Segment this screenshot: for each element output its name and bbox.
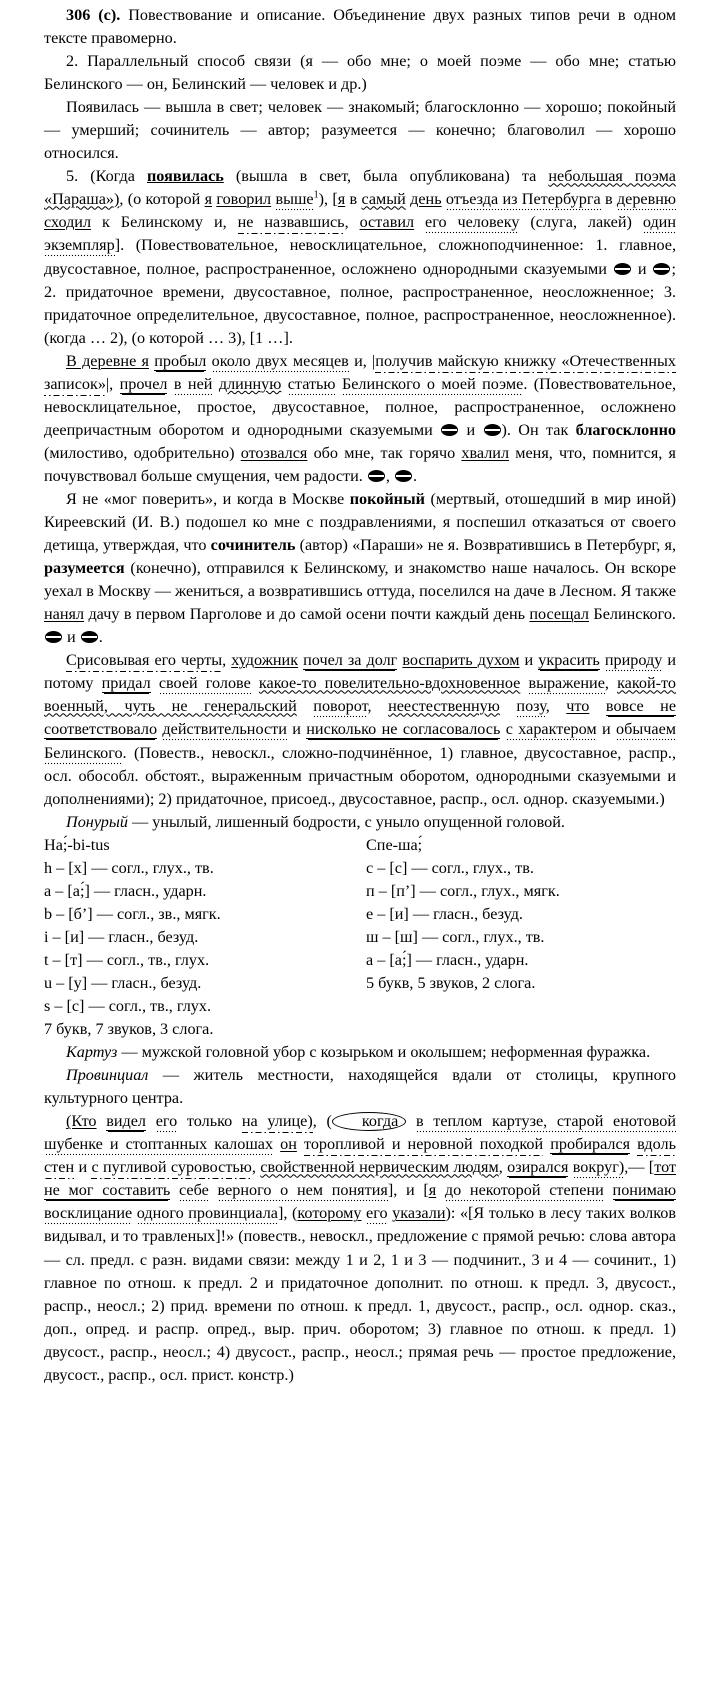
seg-text bbox=[500, 697, 517, 715]
phonetic-summary-left: 7 букв, 7 звуков, 3 слога. bbox=[44, 1020, 214, 1039]
seg-double-underline: почел за долг bbox=[303, 651, 398, 670]
seg-solid-underline: которому bbox=[297, 1204, 362, 1223]
seg-solid-underline: воспарить духом bbox=[402, 651, 520, 670]
seg-text: и bbox=[459, 420, 483, 439]
seg-solid-underline: сходил bbox=[44, 213, 92, 232]
seg-solid-underline: нанял bbox=[44, 605, 85, 624]
seg-double-underline: видел bbox=[106, 1112, 147, 1131]
seg-bold-poyavilas: появилась bbox=[146, 167, 224, 186]
seg-text: , bbox=[604, 674, 618, 693]
seg-dotted-underline: своей голове bbox=[159, 674, 251, 695]
seg-bold-razumeetsya: разумеется bbox=[44, 559, 125, 578]
seg-solid-underline: я bbox=[337, 190, 346, 209]
predicate-symbol-icon bbox=[81, 631, 98, 643]
seg-text: дачу в первом Парголове и до самой осени почти каждый день bbox=[84, 605, 530, 624]
seg-dotted-underline: Белинского о моей поэме bbox=[342, 375, 523, 396]
seg-text: (вышла в свет, была опубликована) та bbox=[223, 167, 549, 186]
seg-text: в bbox=[600, 190, 617, 209]
seg-text: и, | bbox=[348, 351, 376, 370]
predicate-symbol-icon bbox=[45, 631, 62, 643]
seg-text: , bbox=[222, 651, 232, 670]
seg-text bbox=[206, 352, 211, 370]
phonetic-line: е – [и] — гласн., безуд. bbox=[366, 904, 523, 923]
seg-solid-underline: отозвался bbox=[240, 443, 308, 462]
seg-dashdot-underline: Срисовывая его черты bbox=[66, 651, 222, 672]
seg-wavy-underline: свойственной нервическим людям bbox=[260, 1158, 499, 1177]
seg-dotted-underline: в ней bbox=[174, 375, 213, 396]
phonetic-line: a – [а;́] — гласн., ударн. bbox=[44, 881, 207, 900]
seg-dotted-underline: верного о нем понятия bbox=[218, 1181, 388, 1202]
seg-dotted-underline: в теплом картузе, старой енотовой шубенке и стоптанных калошах bbox=[44, 1112, 676, 1156]
seg-text: в bbox=[345, 190, 362, 209]
seg-dashdot-underline: получив майскую книжку «Отечественных записок» bbox=[44, 352, 676, 396]
seg-text: , bbox=[367, 697, 389, 716]
definition-text: — мужской головной убор с козырьком и околышем; неформенная фуражка. bbox=[117, 1043, 651, 1062]
seg-solid-underline: художник bbox=[231, 651, 299, 670]
paragraph-kto-videl-analysis bbox=[44, 1110, 676, 1387]
paragraph-ya-ne-mog-poverit bbox=[44, 488, 676, 649]
seg-text: ]. (Повествовательное, невосклицательное, сложноподчиненное: 1. главное, двусоставное, полное, распространенное, осложнено однородными сказуемыми bbox=[44, 236, 676, 278]
seg-solid-underline: что bbox=[566, 697, 590, 716]
seg-solid-underline: говорил bbox=[216, 190, 272, 209]
seg-text: ). Он так bbox=[501, 420, 576, 439]
exercise-306-text: Повествование и описание. Объединение двух разных типов речи в одном тексте правомерно. bbox=[44, 6, 677, 48]
circled-word-kogda: когда bbox=[332, 1112, 406, 1131]
seg-text: , bbox=[545, 697, 567, 716]
seg-text: ], и [ bbox=[387, 1181, 429, 1200]
seg-dotted-underline: поворот bbox=[313, 697, 367, 718]
seg-double-underline: украсить bbox=[538, 651, 600, 670]
seg-text bbox=[170, 1181, 179, 1199]
phonetic-line: а – [а;́] — гласн., ударн. bbox=[366, 950, 529, 969]
seg-dotted-underline: с характером bbox=[506, 720, 597, 741]
seg-dotted-underline: природу bbox=[605, 651, 662, 672]
seg-text bbox=[406, 1112, 416, 1130]
seg-wavy-underline: неестественную bbox=[388, 697, 500, 716]
paragraph-kartuz-definition bbox=[44, 1041, 676, 1064]
seg-text: ), [ bbox=[318, 190, 338, 209]
seg-dotted-underline: отъезда из Петербурга bbox=[446, 190, 601, 211]
seg-text: . (Повествовательное, невосклицательное, простое, двусоставное, полное, распространенное, осложнено деепричастным оборотом и однородными сказуемыми bbox=[44, 374, 677, 439]
seg-text: и bbox=[63, 628, 80, 647]
seg-double-underline: нисколько не согласовалось bbox=[306, 720, 501, 739]
phonetic-summary-right: 5 букв, 5 звуков, 2 слога. bbox=[366, 973, 536, 992]
seg-dotted-underline: себе bbox=[179, 1181, 209, 1202]
seg-text bbox=[436, 1181, 445, 1199]
paragraph-exercise-306 bbox=[44, 4, 676, 50]
seg-double-underline: не мог составить bbox=[44, 1181, 171, 1200]
seg-text bbox=[414, 213, 425, 231]
phonetic-column-right bbox=[366, 834, 676, 1041]
seg-text: (милостиво, одобрительно) bbox=[44, 443, 241, 462]
seg-solid-underline: посещал bbox=[529, 605, 589, 624]
seg-double-underline: озирался bbox=[507, 1158, 569, 1177]
seg-double-underline: пробирался bbox=[550, 1135, 631, 1154]
seg-dotted-underline: выше bbox=[275, 190, 313, 211]
seg-text: ], ( bbox=[278, 1204, 298, 1223]
paragraph-srisovyvaya bbox=[44, 649, 676, 810]
seg-text: Я не «мог поверить», и когда в Москве bbox=[66, 489, 350, 508]
seg-solid-underline: я bbox=[204, 190, 213, 209]
seg-text bbox=[209, 1181, 218, 1199]
seg-dotted-underline: позу bbox=[516, 697, 545, 718]
phonetic-line: s – [с] — согл., тв., глух. bbox=[44, 997, 212, 1016]
seg-wavy-underline: длинную bbox=[218, 374, 282, 393]
seg-dotted-underline: вокруг) bbox=[573, 1158, 625, 1179]
paragraph-point-2: 2. Параллельный способ связи (я — обо мне; о моей поэме — обо мне; статью Белинского — он, Белинский — человек и др.) bbox=[44, 52, 676, 94]
seg-text: ; 2. придаточное времени, двусоставное, полное, распространенное, неосложненное; 3. придаточное определительное, двусоставное, полное, распространенное, неосложненное). (когда … 2), (о которой … 3), [1 …]. bbox=[44, 259, 676, 347]
seg-text: ): «[Я только в лесу таких волков видывал, и то травленых]!» (повеств., невоскл., предложение с прямой речью: слова автора — сл. предл. с разн. видами связи: между 1 и 2, 1 и 3 — подчинит., 3 и 4 — сочинит., 1) главное по отнош. к предл. 2 и придаточное дополнит. по отнош. к предл. 3, двусост., распр., неосл.; 2) прид. времени по отнош. к предл. 1, двусост., распр., осл. однор. сказ., доп., опред. и распр. опред., выр. прич. оборотом; 3) главное по отнош. к предл. 1) двусост., распр., неосл.; 4) двусост., распр., неосл.; прямая речь — простое предложение, двусост., распр., осл. прист. констр.) bbox=[44, 1204, 677, 1384]
paragraph-provincial-definition bbox=[44, 1064, 676, 1110]
predicate-symbol-icon bbox=[441, 424, 458, 436]
seg-wavy-underline: какой-то военный, чуть не генеральский bbox=[44, 674, 677, 716]
phonetic-line: b – [б’] — согл., зв., мягк. bbox=[44, 904, 221, 923]
seg-text: только bbox=[177, 1112, 242, 1131]
phonetic-analysis-table bbox=[44, 834, 676, 1041]
paragraph-synonyms bbox=[44, 96, 676, 165]
headword-kartuz: Картуз bbox=[66, 1043, 118, 1062]
seg-dotted-underline: одного провинциала bbox=[137, 1204, 278, 1225]
seg-text: . bbox=[412, 466, 417, 485]
seg-text: , bbox=[344, 213, 360, 232]
seg-text: , ( bbox=[312, 1112, 332, 1131]
seg-text bbox=[297, 1135, 304, 1153]
seg-dotted-underline: около двух месяцев bbox=[212, 352, 349, 373]
seg-text: , (о которой bbox=[119, 190, 205, 209]
phonetic-headword-right: Спе-ша;́ bbox=[366, 835, 423, 854]
seg-solid-underline: день bbox=[410, 190, 442, 209]
seg-text bbox=[167, 375, 173, 393]
seg-text: и bbox=[74, 1158, 92, 1177]
seg-dashdot-underline: торопливой и неровной походкой bbox=[304, 1135, 543, 1156]
seg-text: и bbox=[631, 259, 653, 278]
phonetic-line: п – [п’] — согл., глух., мягк. bbox=[366, 881, 560, 900]
seg-text: , bbox=[251, 1158, 261, 1177]
synonyms-text: Появилась — вышла в свет; человек — знакомый; благосклонно — хорошо; покойный — умерший; сочинитель — автор; разумеется — конечно; благоволил — хорошо относился. bbox=[44, 98, 676, 163]
seg-solid-underline: он bbox=[280, 1135, 297, 1154]
seg-wavy-underline: какое-то повелительно-вдохновенное bbox=[258, 674, 521, 693]
seg-dotted-underline: действительности bbox=[162, 720, 286, 741]
definition-text: — житель местности, находящейся вдали от столицы, крупного культурного центра. bbox=[44, 1066, 676, 1108]
seg-bold-pokoynyy: покойный bbox=[349, 489, 425, 508]
phonetic-line: h – [x] — согл., глух., тв. bbox=[44, 858, 214, 877]
seg-text: ,— [ bbox=[624, 1158, 655, 1177]
seg-solid-underline: В деревне я bbox=[66, 351, 149, 370]
predicate-symbol-icon bbox=[653, 263, 670, 275]
seg-text bbox=[604, 1181, 613, 1199]
seg-text bbox=[146, 1112, 156, 1130]
seg-wavy-underline: небольшая поэма «Параша») bbox=[44, 167, 676, 209]
seg-solid-underline: я bbox=[428, 1181, 437, 1200]
seg-dashdot-underline: на улице) bbox=[242, 1112, 313, 1133]
seg-text: (мертвый, отошедший в мир иной) Киреевский (И. В.) подошел ко мне с поздравлениями, я поспешил отказаться от своего детища, утверждая, что bbox=[44, 489, 676, 555]
seg-text: |, bbox=[105, 374, 120, 393]
seg-dotted-underline: его человеку bbox=[425, 213, 519, 234]
seg-solid-underline: (Кто bbox=[66, 1112, 97, 1131]
seg-dotted-underline: выражение bbox=[528, 674, 604, 695]
seg-wavy-underline: самый bbox=[361, 190, 406, 209]
seg-text: (автор) «Параши» не я. Возвратившись в Петербург, я, bbox=[295, 536, 676, 555]
phonetic-line: с – [с] — согл., глух., тв. bbox=[366, 858, 534, 877]
seg-dotted-underline: до некоторой степени bbox=[445, 1181, 604, 1202]
seg-dashdot-underline: вдоль стен bbox=[44, 1135, 676, 1179]
seg-text: и bbox=[286, 720, 307, 739]
seg-text: к Белинскому и, bbox=[91, 213, 238, 232]
predicate-symbol-icon bbox=[614, 263, 631, 275]
footnote-marker: 1 bbox=[313, 189, 319, 201]
exercise-number: 306 (с). bbox=[66, 6, 121, 24]
seg-text: . bbox=[98, 628, 103, 647]
seg-double-underline: пробыл bbox=[154, 351, 207, 370]
seg-text: меня, что, помнится, я почувствовал больше смущения, чем радости. bbox=[44, 443, 676, 485]
seg-solid-underline: хвалил bbox=[461, 443, 510, 462]
seg-dotted-underline: статью bbox=[288, 375, 336, 396]
phonetic-line: i – [и] — гласн., безуд. bbox=[44, 927, 199, 946]
seg-text: обо мне, так горячо bbox=[307, 443, 462, 462]
paragraph-v-derevne bbox=[44, 350, 676, 488]
seg-text bbox=[151, 674, 159, 692]
seg-dotted-underline: деревню bbox=[617, 190, 676, 211]
seg-double-underline: придал bbox=[101, 674, 151, 693]
seg-text bbox=[251, 674, 259, 692]
seg-text: и потому bbox=[44, 651, 676, 693]
seg-bold-sochinitel: сочинитель bbox=[210, 536, 296, 555]
seg-dotted-underline: обычаем Белинского bbox=[44, 720, 676, 764]
seg-text: , bbox=[385, 466, 394, 485]
seg-text bbox=[297, 697, 314, 715]
seg-dashdot-underline: не назвавшись bbox=[238, 213, 345, 234]
phonetic-headword-left: На;́-bi-tus bbox=[44, 835, 110, 854]
seg-dotted-underline: его bbox=[156, 1112, 178, 1133]
seg-text: 5. (Когда bbox=[66, 167, 147, 186]
seg-dotted-underline: восклицание bbox=[44, 1204, 132, 1225]
predicate-symbol-icon bbox=[484, 424, 501, 436]
seg-solid-underline: указали bbox=[392, 1204, 446, 1223]
paragraph-ponuryy-definition bbox=[44, 811, 676, 834]
seg-text: (слуга, лакей) bbox=[519, 213, 643, 232]
seg-double-underline: прочел bbox=[119, 374, 168, 393]
seg-text: . (Повеств., невоскл., сложно-подчинённое, 1) главное, двусоставное, распр., осл. обособл. обстоят., выраженным причастным оборотом, однородными сказуемыми и дополнениями); 2) придаточное, присоед., двусоставное, распр., осл. однор. сказуемыми.) bbox=[44, 743, 676, 808]
seg-text bbox=[336, 375, 342, 393]
seg-bold-blagosklonno: благосклонно bbox=[575, 420, 676, 439]
seg-dashdot-underline: с пугливой суровостью bbox=[91, 1158, 251, 1179]
seg-text bbox=[281, 375, 287, 393]
phonetic-line: ш – [ш] — согл., глух., тв. bbox=[366, 927, 545, 946]
seg-double-underline: вовсе не соответствовало bbox=[44, 697, 677, 739]
seg-text: , bbox=[498, 1158, 508, 1177]
phonetic-line: t – [т] — согл., тв., глух. bbox=[44, 950, 210, 969]
seg-solid-underline: тот bbox=[654, 1158, 677, 1177]
definition-text: — унылый, лишенный бодрости, с уныло опущенной головой. bbox=[127, 812, 565, 831]
seg-text: и bbox=[596, 720, 617, 739]
seg-dotted-underline: его bbox=[366, 1204, 388, 1225]
phonetic-column-left bbox=[44, 834, 366, 1041]
seg-solid-underline: оставил bbox=[359, 213, 415, 232]
seg-text: (конечно), отправился к Белинскому, и знакомство наше началось. Он вскоре уехал в Москву — жениться, а возвратившись оттуда, поселился на даче в Лесном. Я также bbox=[44, 559, 676, 601]
phonetic-line: u – [у] — гласн., безуд. bbox=[44, 973, 202, 992]
headword-provincial: Провинциал bbox=[66, 1066, 149, 1085]
seg-text bbox=[589, 697, 606, 715]
seg-text: Белинского. bbox=[589, 605, 676, 624]
seg-dotted-underline: один экземпляр bbox=[44, 213, 676, 257]
paragraph-point-5 bbox=[44, 165, 676, 349]
seg-text bbox=[500, 720, 505, 738]
seg-text bbox=[97, 1112, 107, 1130]
seg-text: и bbox=[519, 651, 539, 670]
predicate-symbol-icon bbox=[395, 470, 412, 482]
headword-ponuryy: Понурый bbox=[66, 812, 128, 831]
seg-double-underline: понимаю bbox=[612, 1181, 677, 1200]
predicate-symbol-icon bbox=[368, 470, 385, 482]
